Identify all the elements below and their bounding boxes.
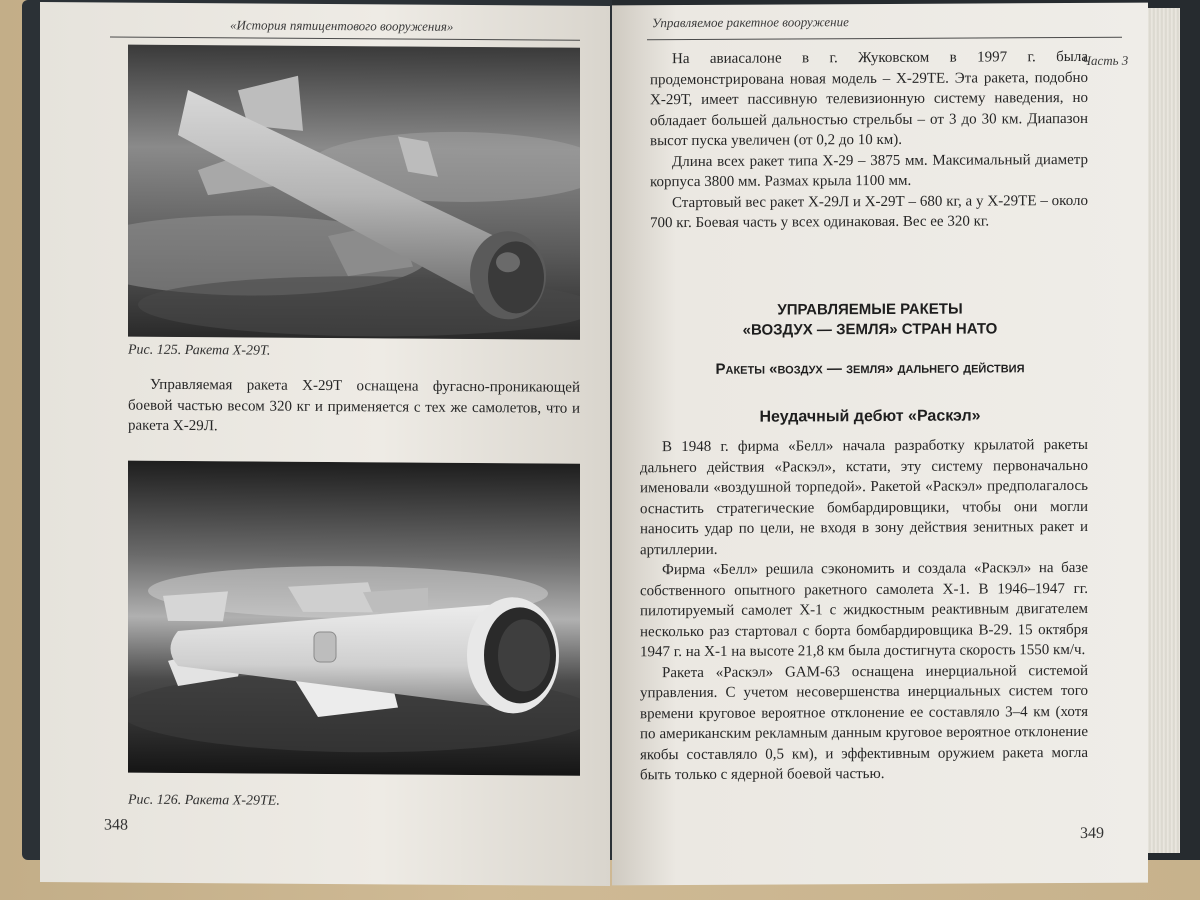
missile-x29t-illustration xyxy=(128,45,580,340)
right-running-head: Управляемое ракетное вооружение xyxy=(652,14,849,31)
chapter-title-line-2: «ВОЗДУХ — ЗЕМЛЯ» СТРАН НАТО xyxy=(742,320,998,339)
left-paragraph-text: Управляемая ракета Х-29Т оснащена фугасно-проникающей боевой частью весом 320 кг и применяется с тех же самолетов, что и ракета Х-29Л. xyxy=(128,376,580,435)
right-bottom-paragraph-3: Ракета «Раскэл» GAM-63 оснащена инерциальной системой управления. С учетом несовершенства инерциальных систем того времени круговое вероятное отклонение ее составляло 3–4 км (хотя по американским рекламным данным круговое вероятное отклонение якобы составляло 0,5 км), и эффективным оружием ракета могла быть только с ядерной боевой частью. xyxy=(640,662,1088,784)
left-page xyxy=(40,2,610,886)
right-top-paragraph-3: Стартовый вес ракет Х-29Л и Х-29Т – 680 кг, а у Х-29ТЕ – около 700 кг. Боевая часть у всех одинаковая. Вес ее 320 кг. xyxy=(650,192,1088,232)
right-header-rule xyxy=(647,37,1122,40)
missile-photo-x29te xyxy=(128,461,580,776)
section-subsubheading: Неудачный дебют «Раскэл» xyxy=(759,407,981,426)
missile-x29te-illustration xyxy=(128,461,580,776)
right-bottom-paragraph-1: В 1948 г. фирма «Белл» начала разработку крылатой ракеты дальнего действия «Раскэл», кстати, эту систему первоначально именовали «воздушной торпедой». Ракетой «Раскэл» предполагалось оснастить стратегические бомбардировщики, чтобы они могли наносить удар по цели, не входя в зону действия зенитных ракет и артиллерии. xyxy=(640,436,1088,558)
chapter-title-line-1: УПРАВЛЯЕМЫЕ РАКЕТЫ xyxy=(777,300,963,319)
section-subheading: Ракеты «воздух — земля» дальнего действия xyxy=(715,359,1025,378)
left-header-rule xyxy=(110,36,580,40)
figure-125-caption: Рис. 125. Ракета Х-29Т. xyxy=(128,342,271,359)
right-top-text xyxy=(650,47,1088,234)
left-page-number: 348 xyxy=(104,816,128,834)
figure-126-caption: Рис. 126. Ракета Х-29ТЕ. xyxy=(128,792,280,809)
chapter-title xyxy=(650,299,1090,341)
section-label: Часть 3 xyxy=(1082,52,1129,68)
right-bottom-paragraph-2: Фирма «Белл» решила сэкономить и создала «Раскэл» на базе собственного опытного ракетного самолета Х-1. В 1946–1947 гг. пилотируемый самолет Х-1 с жидкостным реактивным двигателем несколько раз стартовал с борта бомбардировщика В-29. 15 октября 1947 г. на Х-1 на высоте 21,8 км была достигнута скорость 1550 км/ч. xyxy=(640,559,1088,661)
missile-photo-x29t xyxy=(128,45,580,340)
right-bottom-text xyxy=(640,435,1088,786)
left-paragraph xyxy=(128,375,580,440)
right-page-number: 349 xyxy=(1080,824,1104,842)
right-page xyxy=(612,3,1148,886)
right-top-paragraph-2: Длина всех ракет типа Х-29 – 3875 мм. Максимальный диаметр корпуса 3800 мм. Размах крыла 1100 мм. xyxy=(650,151,1088,191)
right-top-paragraph-1: На авиасалоне в г. Жуковском в 1997 г. была продемонстрирована новая модель – Х-29ТЕ. Эта ракета, подобно Х-29Т, имеет пассивную телевизионную систему наведения, но обладает большей дальностью стрельбы – от 3 до 30 км. Диапазон высот пуска увеличен (от 0,2 до 10 км). xyxy=(650,48,1088,150)
left-running-head: «История пятицентового вооружения» xyxy=(230,17,454,34)
